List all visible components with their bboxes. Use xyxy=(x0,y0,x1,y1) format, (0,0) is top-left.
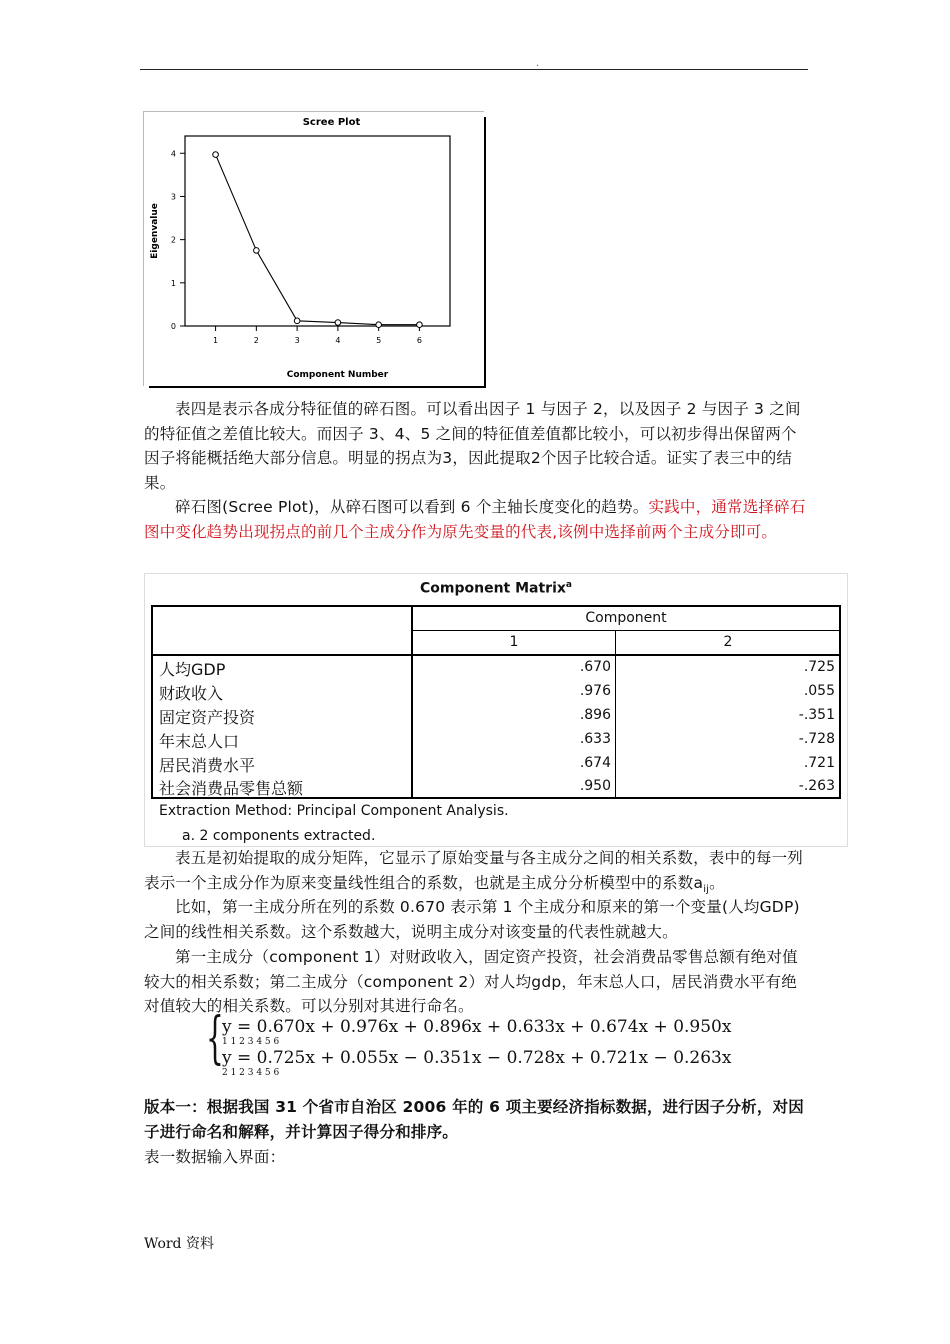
paragraph-matrix-end: 。 xyxy=(709,873,725,892)
row-value-c1: .976 xyxy=(579,683,611,699)
x-tick-label: 5 xyxy=(376,336,382,345)
matrix-title-text: Component Matrix xyxy=(420,580,566,597)
matrix-col-2-header: 2 xyxy=(723,634,733,650)
scree-plot-svg xyxy=(144,112,482,384)
row-value-c2: -.728 xyxy=(798,731,835,747)
paragraph-matrix-subscript: ij xyxy=(703,883,710,895)
principal-component-equations xyxy=(206,1006,732,1078)
row-label: 居民消费水平 xyxy=(159,756,256,775)
paragraph-naming: 第一主成分（component 1）对财政收入，固定资产投资，社会消费品零售总额有绝对值较大的相关系数；第二主成分（component 2）对人均gdp，年末总人口，居民消费水平有绝对值较大的相关系数。可以分别对其进行命名。 xyxy=(144,948,798,1015)
y-axis-label: Eigenvalue xyxy=(150,203,160,259)
row-label: 固定资产投资 xyxy=(159,708,256,727)
equation-brace: { xyxy=(206,1006,224,1071)
matrix-divider xyxy=(151,654,841,656)
equation-line-1: y = 0.670x + 0.976x + 0.896x + 0.633x + 0.674x + 0.950x xyxy=(222,1017,732,1037)
paragraph-example: 比如，第一主成分所在列的系数 0.670 表示第 1 个主成分和原来的第一个变量(人均GDP)之间的线性相关系数。这个系数越大，说明主成分对该变量的代表性就越大。 xyxy=(144,898,800,941)
equation-line-1-subscripts: 1 1 2 3 4 5 6 xyxy=(222,1037,280,1047)
row-label: 人均GDP xyxy=(159,660,226,679)
header-rule xyxy=(140,69,808,70)
data-point xyxy=(376,322,382,328)
row-value-c2: .725 xyxy=(803,659,835,675)
matrix-divider xyxy=(412,630,840,631)
paragraph-scree-definition-text: 碎石图(Scree Plot)，从碎石图可以看到 6 个主轴长度变化的趋势。 xyxy=(175,498,649,516)
data-point xyxy=(294,318,300,324)
header-dot: . xyxy=(536,58,540,69)
component-matrix-table xyxy=(144,573,848,847)
scree-plot-figure xyxy=(143,111,484,386)
paragraph-matrix-text: 表五是初始提取的成分矩阵，它显示了原始变量与各主成分之间的相关系数，表中的每一列表示一个主成分作为原来变量线性组合的系数，也就是主成分分析模型中的系数a xyxy=(144,849,804,892)
paragraph-scree-practice-note: 实践中，通常选择碎石图中变化趋势出现拐点的前几个主成分作为原先变量的代表,该例中选择前两个主成分即可。 xyxy=(144,498,806,541)
matrix-row xyxy=(153,705,839,729)
footer-label: Word 资料 xyxy=(144,1236,214,1252)
x-tick-label: 6 xyxy=(416,336,422,345)
matrix-component-header: Component xyxy=(585,610,667,626)
matrix-title-sup: a xyxy=(565,580,572,590)
data-point xyxy=(213,152,219,158)
row-value-c2: .721 xyxy=(803,755,835,771)
x-tick-label: 2 xyxy=(253,336,259,345)
row-label: 社会消费品零售总额 xyxy=(159,779,304,798)
chart-title: Scree Plot xyxy=(302,117,361,128)
row-value-c2: .055 xyxy=(803,683,835,699)
x-tick-label: 4 xyxy=(335,336,341,345)
y-tick-label: 1 xyxy=(170,278,176,288)
matrix-row xyxy=(153,776,839,800)
row-label: 年末总人口 xyxy=(159,732,240,751)
matrix-footnote-method: Extraction Method: Principal Component Analysis. xyxy=(159,803,509,819)
matrix-row xyxy=(153,753,839,777)
matrix-row xyxy=(153,657,839,681)
matrix-row xyxy=(153,729,839,753)
y-tick-label: 4 xyxy=(170,149,176,159)
matrix-footnote-a: a. 2 components extracted. xyxy=(182,828,376,844)
x-axis-label: Component Number xyxy=(286,370,389,380)
equation-line-2: y = 0.725x + 0.055x − 0.351x − 0.728x + 0.721x − 0.263x xyxy=(222,1048,732,1068)
version-heading: 版本一：根据我国 31 个省市自治区 2006 年的 6 项主要经济指标数据，进行因子分析，对因子进行命名和解释，并计算因子得分和排序。 xyxy=(144,1098,804,1141)
row-value-c2: -.351 xyxy=(798,707,835,723)
matrix-title xyxy=(145,580,847,597)
row-value-c1: .896 xyxy=(579,707,611,723)
row-value-c1: .674 xyxy=(579,755,611,771)
paragraph-scree-definition xyxy=(144,495,808,544)
series-line xyxy=(216,155,420,325)
data-point xyxy=(417,322,423,328)
table1-caption: 表一数据输入界面： xyxy=(144,1148,286,1166)
x-tick-label: 3 xyxy=(294,336,300,345)
row-value-c2: -.263 xyxy=(798,778,835,794)
paragraph-scree-explanation: 表四是表示各成分特征值的碎石图。可以看出因子 1 与因子 2，以及因子 2 与因子 3 之间的特征值之差值比较大。而因子 3、4、5 之间的特征值差值都比较小，可以初步得出保留两个因子将能概括绝大部分信息。明显的拐点为3，因此提取2个因子比较合适。证实了表三中的结果。 xyxy=(144,400,801,492)
y-tick-label: 0 xyxy=(170,322,176,331)
matrix-row xyxy=(153,681,839,705)
matrix-col-1-header: 1 xyxy=(509,634,519,650)
row-value-c1: .950 xyxy=(579,778,611,794)
x-tick-label: 1 xyxy=(213,336,219,345)
row-value-c1: .670 xyxy=(579,659,611,675)
data-point xyxy=(335,320,341,326)
data-point xyxy=(254,248,260,254)
paragraph-matrix-explanation xyxy=(144,846,808,902)
equation-line-2-subscripts: 2 1 2 3 4 5 6 xyxy=(222,1068,280,1078)
y-tick-label: 2 xyxy=(170,235,176,245)
plot-frame xyxy=(185,136,450,326)
row-value-c1: .633 xyxy=(579,731,611,747)
y-tick-label: 3 xyxy=(170,192,176,202)
row-label: 财政收入 xyxy=(159,684,224,703)
